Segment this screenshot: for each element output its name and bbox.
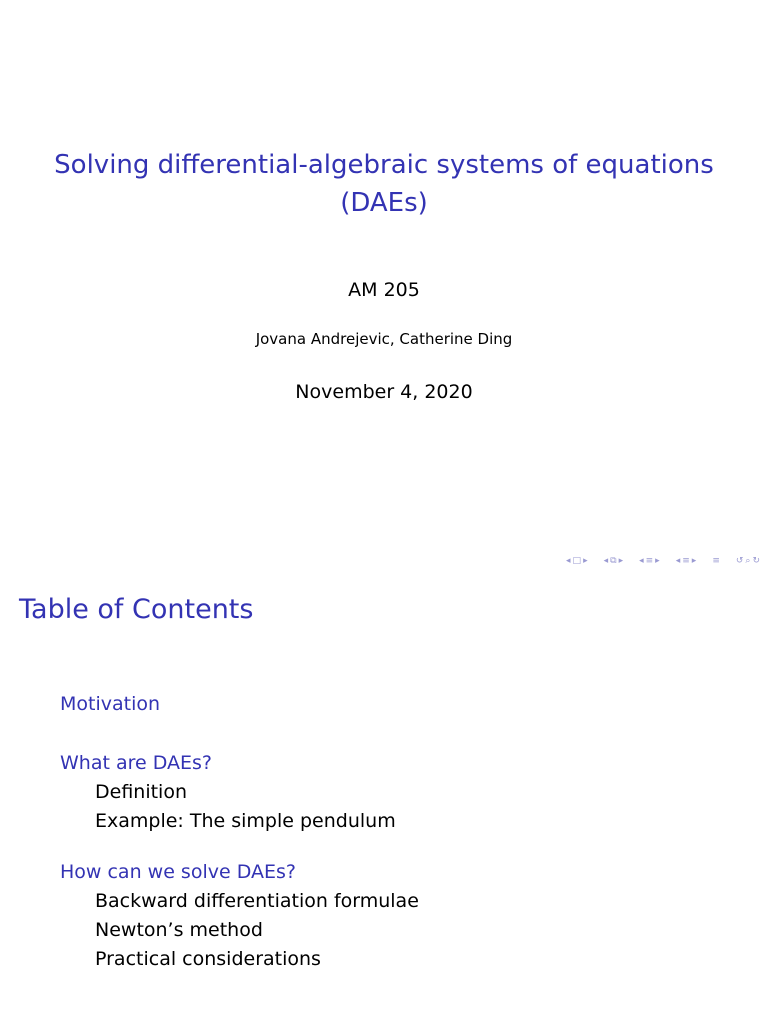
- table-of-contents-slide: [0, 576, 768, 1024]
- toc-subsection-simple-pendulum[interactable]: Example: The simple pendulum: [95, 810, 396, 832]
- toc-group-how-to-solve: [60, 858, 419, 974]
- search-icon[interactable]: ⌕: [745, 556, 751, 566]
- previous-section-icon[interactable]: ◂: [639, 556, 644, 566]
- previous-document-icon[interactable]: ◂: [675, 556, 681, 566]
- toc-group-motivation: [60, 690, 419, 719]
- toc-subsection-practical-considerations[interactable]: Practical considerations: [95, 948, 321, 970]
- toc-subsection-backward-differentiation[interactable]: Backward differentiation formulae: [95, 890, 419, 912]
- toc-section-how-can-we-solve-daes[interactable]: How can we solve DAEs?: [60, 861, 296, 883]
- next-frame-icon[interactable]: ▸: [583, 556, 588, 566]
- toc-section-motivation[interactable]: Motivation: [60, 693, 161, 715]
- document-icon[interactable]: ≡: [682, 556, 690, 566]
- toc-group-what-are-daes: [60, 749, 419, 836]
- next-subsection-icon[interactable]: ▸: [618, 556, 624, 566]
- previous-frame-icon[interactable]: ◂: [566, 556, 571, 566]
- author-names: Jovana Andrejevic, Catherine Ding: [255, 330, 513, 348]
- course-name: AM 205: [348, 279, 420, 301]
- frame-icon[interactable]: □: [572, 556, 582, 566]
- beamer-navigation-bar: [566, 555, 760, 567]
- toc-section-what-are-daes[interactable]: What are DAEs?: [60, 752, 213, 774]
- table-of-contents: [60, 690, 419, 974]
- toc-subsection-newtons-method[interactable]: Newton’s method: [95, 919, 263, 941]
- appendix-icon[interactable]: ≡: [712, 556, 720, 566]
- presentation-date: November 4, 2020: [295, 381, 473, 403]
- toc-subsection-definition[interactable]: Definition: [95, 781, 188, 803]
- frame-title: Table of Contents: [19, 594, 254, 625]
- presentation-title-line-1: Solving differential-algebraic systems of equations: [54, 150, 714, 180]
- forward-icon[interactable]: ↻: [752, 556, 760, 566]
- next-document-icon[interactable]: ▸: [691, 556, 697, 566]
- presentation-title: [0, 146, 768, 222]
- next-section-icon[interactable]: ▸: [655, 556, 660, 566]
- presentation-title-line-2: (DAEs): [340, 188, 428, 218]
- back-icon[interactable]: ↺: [735, 556, 744, 566]
- subsection-icon[interactable]: ⧉: [610, 556, 617, 566]
- previous-subsection-icon[interactable]: ◂: [603, 556, 609, 566]
- section-icon[interactable]: ≡: [645, 556, 654, 566]
